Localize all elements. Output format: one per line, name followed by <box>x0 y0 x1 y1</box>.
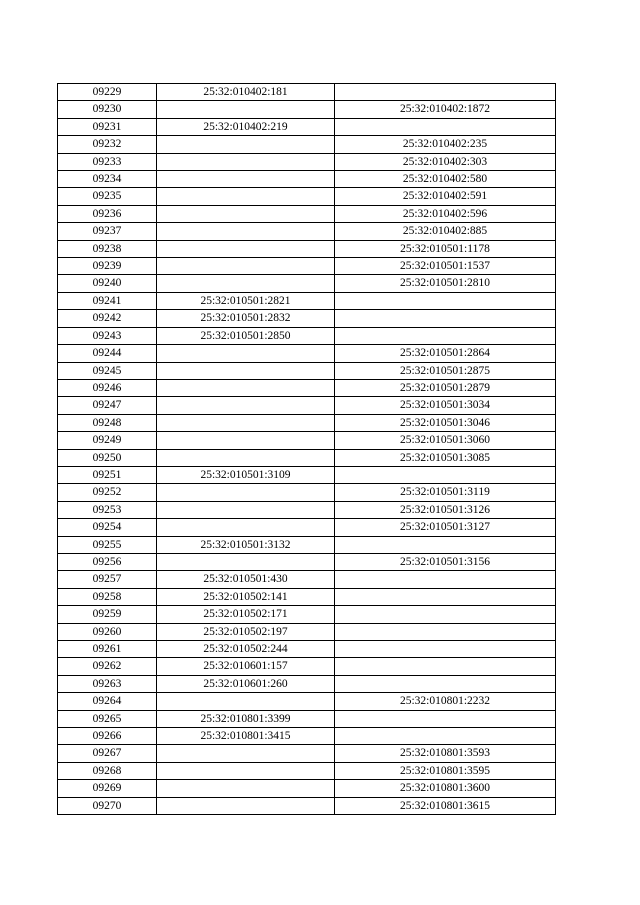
cadastral-number-cell-a <box>157 153 335 170</box>
row-number-cell: 09261 <box>58 641 157 658</box>
cadastral-number-cell-b: 25:32:010501:2864 <box>335 345 556 362</box>
table-row <box>58 414 556 431</box>
row-number-cell: 09238 <box>58 240 157 257</box>
cadastral-number-cell-a <box>157 275 335 292</box>
cadastral-number-cell-b: 25:32:010501:2810 <box>335 275 556 292</box>
cadastral-number-cell-a: 25:32:010801:3415 <box>157 728 335 745</box>
row-number-cell: 09247 <box>58 397 157 414</box>
row-number-cell: 09230 <box>58 101 157 118</box>
table-row <box>58 728 556 745</box>
cadastral-number-cell-b: 25:32:010801:3615 <box>335 797 556 814</box>
cadastral-number-cell-a <box>157 240 335 257</box>
cadastral-number-cell-b <box>335 606 556 623</box>
cadastral-number-cell-a <box>157 171 335 188</box>
cadastral-number-cell-b: 25:32:010501:2875 <box>335 362 556 379</box>
table-row <box>58 205 556 222</box>
table-row <box>58 432 556 449</box>
cadastral-number-cell-b <box>335 623 556 640</box>
cadastral-number-cell-a: 25:32:010501:430 <box>157 571 335 588</box>
table-body <box>58 84 556 815</box>
table-row <box>58 188 556 205</box>
table-row <box>58 501 556 518</box>
cadastral-number-cell-a <box>157 362 335 379</box>
cadastral-number-cell-b: 25:32:010801:2232 <box>335 693 556 710</box>
cadastral-number-cell-b <box>335 658 556 675</box>
cadastral-number-cell-a <box>157 745 335 762</box>
row-number-cell: 09264 <box>58 693 157 710</box>
row-number-cell: 09248 <box>58 414 157 431</box>
table-row <box>58 553 556 570</box>
cadastral-number-cell-b: 25:32:010402:303 <box>335 153 556 170</box>
cadastral-number-cell-a <box>157 136 335 153</box>
cadastral-number-cell-b: 25:32:010402:1872 <box>335 101 556 118</box>
cadastral-number-cell-b: 25:32:010402:591 <box>335 188 556 205</box>
row-number-cell: 09255 <box>58 536 157 553</box>
row-number-cell: 09233 <box>58 153 157 170</box>
table-row <box>58 675 556 692</box>
cadastral-number-cell-b: 25:32:010402:596 <box>335 205 556 222</box>
cadastral-number-cell-b: 25:32:010501:3085 <box>335 449 556 466</box>
row-number-cell: 09243 <box>58 327 157 344</box>
cadastral-number-cell-b: 25:32:010801:3600 <box>335 780 556 797</box>
cadastral-number-cell-b: 25:32:010501:3156 <box>335 553 556 570</box>
cadastral-number-cell-a: 25:32:010502:197 <box>157 623 335 640</box>
table-row <box>58 327 556 344</box>
row-number-cell: 09236 <box>58 205 157 222</box>
row-number-cell: 09244 <box>58 345 157 362</box>
row-number-cell: 09268 <box>58 762 157 779</box>
table-row <box>58 484 556 501</box>
row-number-cell: 09258 <box>58 588 157 605</box>
row-number-cell: 09260 <box>58 623 157 640</box>
table-row <box>58 362 556 379</box>
cadastral-number-cell-a: 25:32:010502:244 <box>157 641 335 658</box>
row-number-cell: 09265 <box>58 710 157 727</box>
cadastral-number-cell-b: 25:32:010801:3593 <box>335 745 556 762</box>
table-row <box>58 101 556 118</box>
table-row <box>58 466 556 483</box>
row-number-cell: 09269 <box>58 780 157 797</box>
cadastral-number-cell-b: 25:32:010501:1537 <box>335 258 556 275</box>
cadastral-number-cell-b <box>335 571 556 588</box>
row-number-cell: 09267 <box>58 745 157 762</box>
cadastral-number-cell-b <box>335 675 556 692</box>
row-number-cell: 09242 <box>58 310 157 327</box>
table-row <box>58 397 556 414</box>
cadastral-number-cell-b <box>335 466 556 483</box>
table-row <box>58 588 556 605</box>
table-row <box>58 536 556 553</box>
table-row <box>58 797 556 814</box>
cadastral-number-cell-a <box>157 258 335 275</box>
cadastral-number-cell-a <box>157 693 335 710</box>
cadastral-number-cell-b <box>335 641 556 658</box>
row-number-cell: 09270 <box>58 797 157 814</box>
table-row <box>58 292 556 309</box>
row-number-cell: 09231 <box>58 118 157 135</box>
row-number-cell: 09246 <box>58 379 157 396</box>
cadastral-number-cell-a <box>157 223 335 240</box>
cadastral-number-cell-b: 25:32:010402:580 <box>335 171 556 188</box>
cadastral-number-cell-b: 25:32:010501:2879 <box>335 379 556 396</box>
table-row <box>58 223 556 240</box>
row-number-cell: 09229 <box>58 84 157 101</box>
cadastral-number-cell-a <box>157 101 335 118</box>
row-number-cell: 09253 <box>58 501 157 518</box>
row-number-cell: 09239 <box>58 258 157 275</box>
table-row <box>58 762 556 779</box>
table-row <box>58 606 556 623</box>
table-row <box>58 710 556 727</box>
table-row <box>58 379 556 396</box>
cadastral-number-cell-a <box>157 484 335 501</box>
cadastral-number-cell-a <box>157 188 335 205</box>
row-number-cell: 09245 <box>58 362 157 379</box>
cadastral-number-cell-b: 25:32:010501:1178 <box>335 240 556 257</box>
table-row <box>58 136 556 153</box>
cadastral-number-cell-a: 25:32:010501:3132 <box>157 536 335 553</box>
cadastral-number-cell-b: 25:32:010402:235 <box>335 136 556 153</box>
cadastral-number-cell-a <box>157 780 335 797</box>
cadastral-number-cell-a: 25:32:010601:157 <box>157 658 335 675</box>
table-row <box>58 171 556 188</box>
cadastral-number-cell-b: 25:32:010501:3127 <box>335 519 556 536</box>
row-number-cell: 09256 <box>58 553 157 570</box>
cadastral-number-cell-b: 25:32:010501:3119 <box>335 484 556 501</box>
row-number-cell: 09241 <box>58 292 157 309</box>
cadastral-number-cell-a <box>157 205 335 222</box>
cadastral-number-cell-a <box>157 397 335 414</box>
cadastral-number-cell-b: 25:32:010501:3126 <box>335 501 556 518</box>
table-row <box>58 310 556 327</box>
cadastral-number-cell-b <box>335 588 556 605</box>
table-row <box>58 780 556 797</box>
cadastral-number-cell-a <box>157 553 335 570</box>
cadastral-number-cell-b <box>335 327 556 344</box>
row-number-cell: 09266 <box>58 728 157 745</box>
table-row <box>58 449 556 466</box>
cadastral-number-cell-b <box>335 84 556 101</box>
table-row <box>58 118 556 135</box>
cadastral-number-cell-a: 25:32:010502:171 <box>157 606 335 623</box>
table-row <box>58 153 556 170</box>
cadastral-number-cell-a <box>157 762 335 779</box>
table-row <box>58 84 556 101</box>
cadastral-number-cell-b: 25:32:010402:885 <box>335 223 556 240</box>
row-number-cell: 09251 <box>58 466 157 483</box>
row-number-cell: 09252 <box>58 484 157 501</box>
cadastral-number-cell-a: 25:32:010402:181 <box>157 84 335 101</box>
cadastral-number-cell-b: 25:32:010501:3046 <box>335 414 556 431</box>
document-page <box>57 83 555 815</box>
cadastral-number-cell-b: 25:32:010801:3595 <box>335 762 556 779</box>
row-number-cell: 09257 <box>58 571 157 588</box>
row-number-cell: 09232 <box>58 136 157 153</box>
cadastral-number-cell-a <box>157 501 335 518</box>
cadastral-number-cell-a <box>157 345 335 362</box>
table-row <box>58 658 556 675</box>
table-row <box>58 258 556 275</box>
row-number-cell: 09254 <box>58 519 157 536</box>
row-number-cell: 09250 <box>58 449 157 466</box>
table-row <box>58 623 556 640</box>
table-row <box>58 745 556 762</box>
row-number-cell: 09237 <box>58 223 157 240</box>
cadastral-number-cell-a <box>157 519 335 536</box>
row-number-cell: 09234 <box>58 171 157 188</box>
cadastral-number-cell-b: 25:32:010501:3034 <box>335 397 556 414</box>
cadastral-number-cell-a <box>157 449 335 466</box>
cadastral-number-table <box>57 83 556 815</box>
cadastral-number-cell-a: 25:32:010501:3109 <box>157 466 335 483</box>
cadastral-number-cell-b <box>335 710 556 727</box>
table-row <box>58 345 556 362</box>
cadastral-number-cell-a <box>157 379 335 396</box>
cadastral-number-cell-a: 25:32:010601:260 <box>157 675 335 692</box>
cadastral-number-cell-a <box>157 432 335 449</box>
cadastral-number-cell-b <box>335 292 556 309</box>
cadastral-number-cell-a: 25:32:010502:141 <box>157 588 335 605</box>
cadastral-number-cell-b <box>335 310 556 327</box>
table-row <box>58 693 556 710</box>
table-row <box>58 571 556 588</box>
table-row <box>58 240 556 257</box>
row-number-cell: 09259 <box>58 606 157 623</box>
cadastral-number-cell-a <box>157 797 335 814</box>
cadastral-number-cell-b: 25:32:010501:3060 <box>335 432 556 449</box>
cadastral-number-cell-b <box>335 536 556 553</box>
table-row <box>58 275 556 292</box>
cadastral-number-cell-b <box>335 728 556 745</box>
cadastral-number-cell-a: 25:32:010801:3399 <box>157 710 335 727</box>
row-number-cell: 09240 <box>58 275 157 292</box>
row-number-cell: 09262 <box>58 658 157 675</box>
row-number-cell: 09249 <box>58 432 157 449</box>
cadastral-number-cell-a: 25:32:010501:2832 <box>157 310 335 327</box>
cadastral-number-cell-a <box>157 414 335 431</box>
cadastral-number-cell-b <box>335 118 556 135</box>
row-number-cell: 09235 <box>58 188 157 205</box>
row-number-cell: 09263 <box>58 675 157 692</box>
cadastral-number-cell-a: 25:32:010402:219 <box>157 118 335 135</box>
table-row <box>58 519 556 536</box>
table-row <box>58 641 556 658</box>
cadastral-number-cell-a: 25:32:010501:2821 <box>157 292 335 309</box>
cadastral-number-cell-a: 25:32:010501:2850 <box>157 327 335 344</box>
